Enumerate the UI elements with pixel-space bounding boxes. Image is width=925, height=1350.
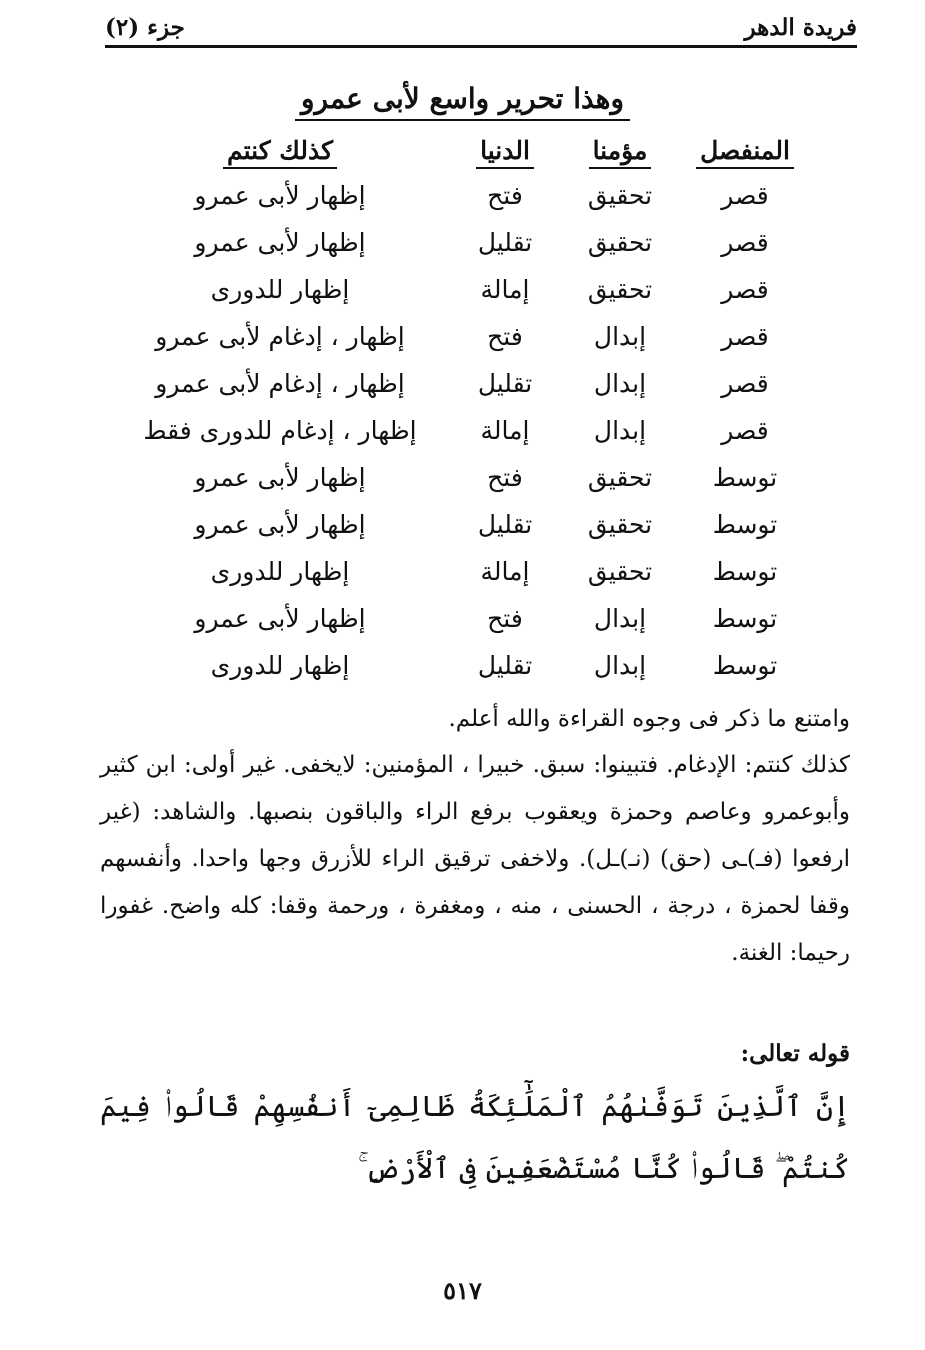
header-cell: المنفصل <box>680 136 810 165</box>
table-cell: إظهار ، إدغام للدورى فقط <box>143 416 417 445</box>
table-cell: قصر <box>721 181 769 210</box>
section-title-text: وهذا تحرير واسع لأبى عمرو <box>295 82 630 121</box>
table-row <box>110 642 810 689</box>
page-number: ٥١٧ <box>443 1276 482 1305</box>
book-title: فريدة الدهر <box>744 14 857 41</box>
table-cell: إبدال <box>593 651 647 680</box>
table-cell: تقليل <box>477 651 533 680</box>
table-row <box>110 266 810 313</box>
table-cell: إبدال <box>593 322 647 351</box>
table-cell: إبدال <box>593 416 647 445</box>
header-cell: الدنيا <box>450 136 560 165</box>
table-cell: إظهار لأبى عمرو <box>194 181 366 210</box>
table-cell: فتح <box>487 463 523 492</box>
table-cell: تقليل <box>477 369 533 398</box>
table-cell: تحقيق <box>587 510 653 539</box>
table-row <box>110 595 810 642</box>
table-cell: تقليل <box>477 510 533 539</box>
table-cell: فتح <box>487 322 523 351</box>
table-row <box>110 548 810 595</box>
header-cell: كذلك كنتم <box>110 136 450 165</box>
table-cell: تحقيق <box>587 228 653 257</box>
table-row <box>110 172 810 219</box>
table-cell: توسط <box>712 604 778 633</box>
part-number: جزء (٢) <box>105 14 185 41</box>
table-cell: تحقيق <box>587 463 653 492</box>
table-cell: إظهار للدورى <box>210 275 350 304</box>
table-cell: إمالة <box>480 275 530 304</box>
table-cell: إبدال <box>593 604 647 633</box>
table-cell: إظهار لأبى عمرو <box>194 604 366 633</box>
table-row <box>110 501 810 548</box>
verse-intro: قوله تعالى: <box>740 1040 850 1067</box>
table-cell: توسط <box>712 557 778 586</box>
table-header-row <box>110 128 810 172</box>
table-row <box>110 360 810 407</box>
readings-table <box>110 128 810 689</box>
table-cell: توسط <box>712 510 778 539</box>
table-cell: إبدال <box>593 369 647 398</box>
table-cell: إظهار لأبى عمرو <box>194 510 366 539</box>
table-row <box>110 407 810 454</box>
paragraph-conclusion: وامتنع ما ذكر فى وجوه القراءة والله أعلم. <box>448 706 850 732</box>
section-title <box>0 82 925 115</box>
page-header <box>105 8 857 48</box>
header-cell: مؤمنا <box>560 136 680 165</box>
table-cell: قصر <box>721 416 769 445</box>
table-cell: فتح <box>487 181 523 210</box>
table-cell: توسط <box>712 651 778 680</box>
table-cell: قصر <box>721 228 769 257</box>
table-cell: قصر <box>721 322 769 351</box>
table-cell: إمالة <box>480 557 530 586</box>
table-cell: قصر <box>721 369 769 398</box>
table-cell: إظهار للدورى <box>210 557 350 586</box>
table-cell: إظهار للدورى <box>210 651 350 680</box>
table-cell: توسط <box>712 463 778 492</box>
table-cell: تقليل <box>477 228 533 257</box>
table-cell: تحقيق <box>587 275 653 304</box>
quran-verse: إِنَّ ٱلَّذِينَ تَوَفَّىٰهُمُ ٱلْمَلَٰٓئِكَةُ ظَالِمِىٓ أَنفُسِهِمْ قَالُوا۟ فِيمَ كُنتُمْ ۖ قَالُوا۟ كُنَّا مُسْتَضْعَفِينَ فِى ٱلْأَرْضِ ۚ <box>100 1089 850 1185</box>
table-row <box>110 313 810 360</box>
table-cell: إظهار ، إدغام لأبى عمرو <box>155 369 405 398</box>
table-row <box>110 454 810 501</box>
paragraph-commentary: كذلك كنتم: الإدغام. فتبينوا: سبق. خبيرا ، المؤمنين: لايخفى. غير أولى: ابن كثير وأبوعمرو وعاصم وحمزة ويعقوب برفع الراء والباقون بنصبها. والشاهد: (غير ارفعوا (فـ)ـى (حق) (نـ)ـل). ولاخفى ترقيق الراء للأزرق وجها واحدا. وأنفسهم وقفا لحمزة ، درجة ، الحسنى ، منه ، ومغفرة ، ورحمة وقفا: كله واضح. غفورا رحيما: الغنة. <box>100 752 850 966</box>
table-cell: فتح <box>487 604 523 633</box>
table-cell: إظهار لأبى عمرو <box>194 463 366 492</box>
table-cell: تحقيق <box>587 181 653 210</box>
table-cell: إظهار ، إدغام لأبى عمرو <box>155 322 405 351</box>
table-row <box>110 219 810 266</box>
table-cell: قصر <box>721 275 769 304</box>
table-cell: تحقيق <box>587 557 653 586</box>
table-cell: إظهار لأبى عمرو <box>194 228 366 257</box>
table-cell: إمالة <box>480 416 530 445</box>
